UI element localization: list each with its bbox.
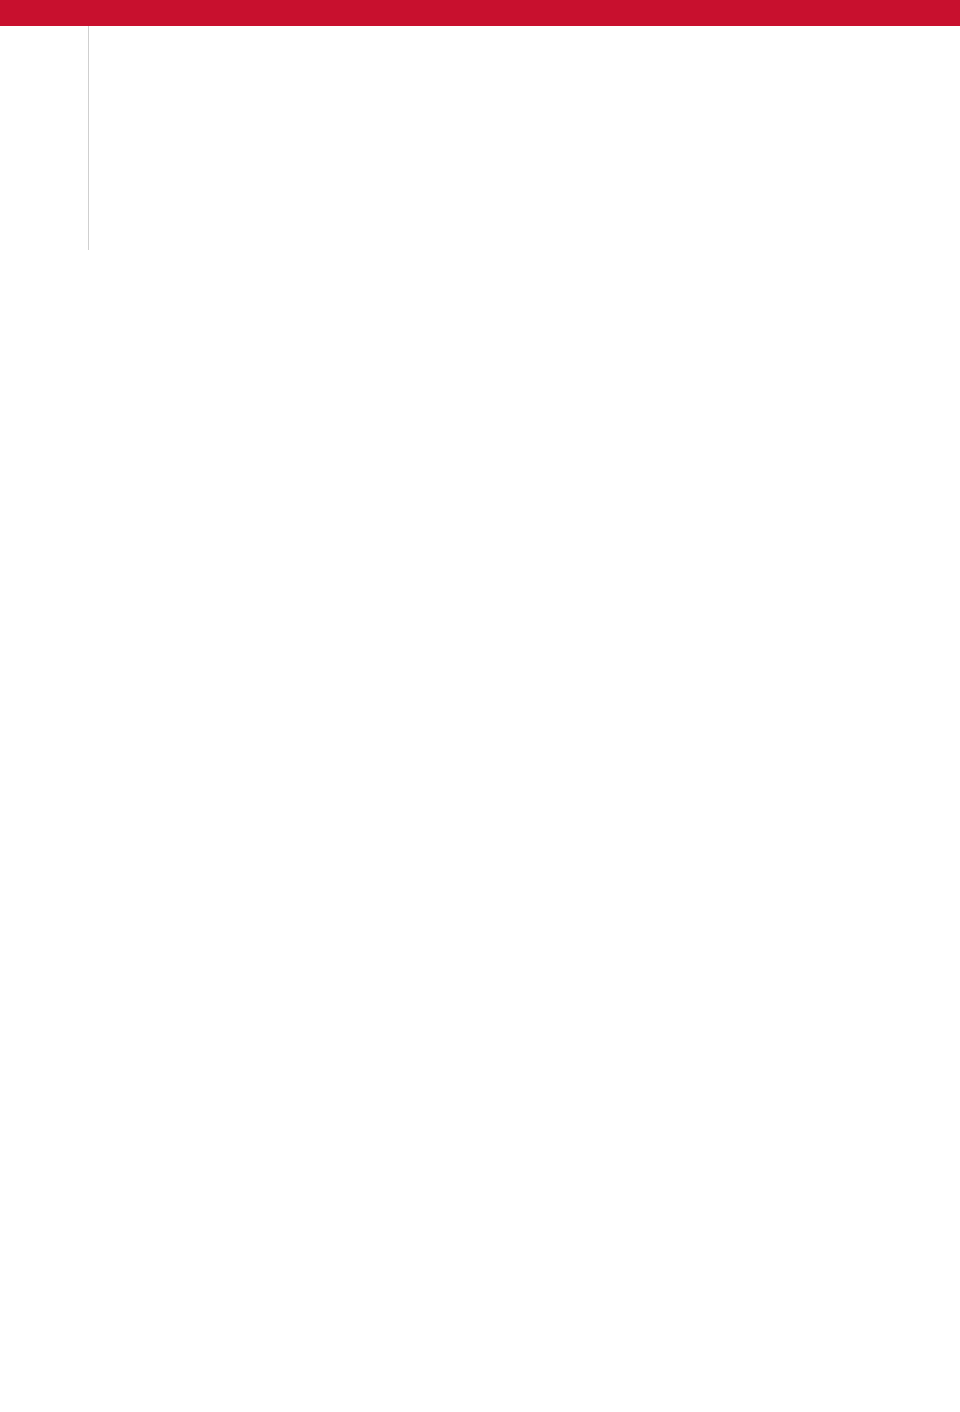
section-banner bbox=[0, 0, 960, 26]
column-divider bbox=[88, 0, 89, 250]
